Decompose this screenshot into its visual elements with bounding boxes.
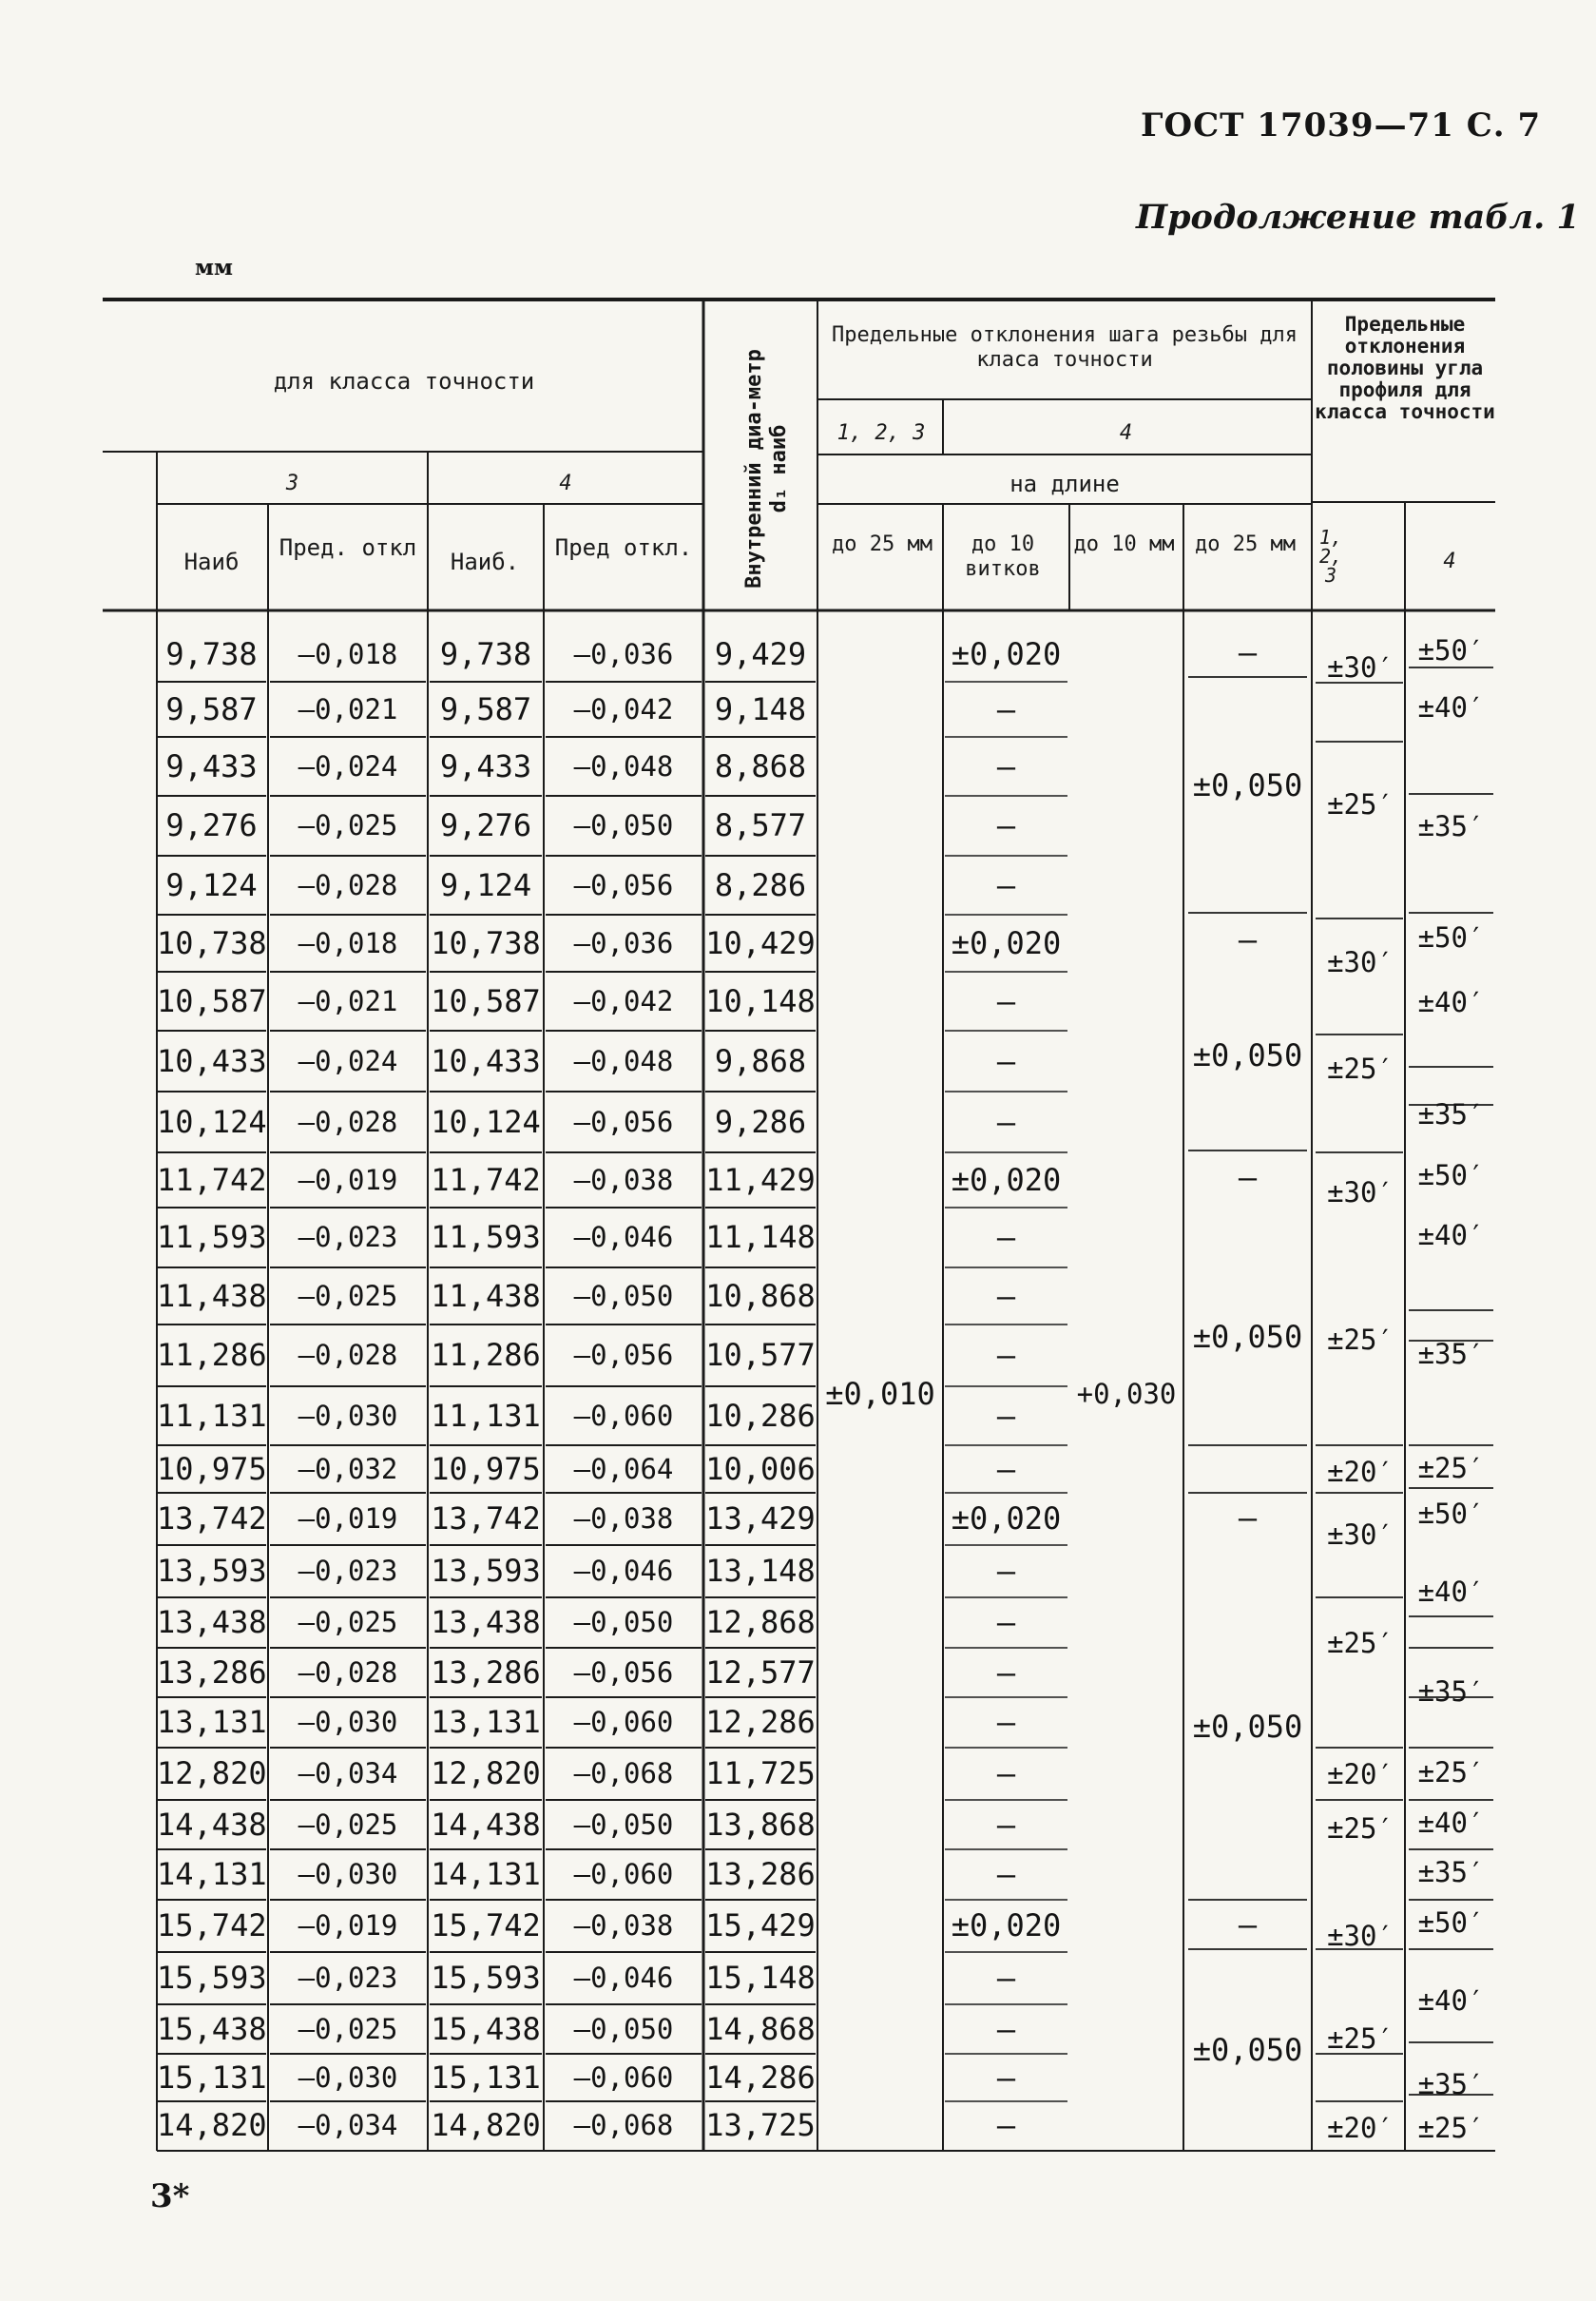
turns-10-cell: ±0,020	[951, 925, 1062, 961]
inner-diameter-cell: 9,148	[714, 691, 807, 727]
turns-10-cell: —	[996, 1856, 1016, 1892]
angle-4-cell: ±50′	[1417, 1906, 1485, 1939]
naib-3-cell: 9,587	[165, 691, 258, 727]
pred-otkl-3-cell: —0,028	[298, 1106, 398, 1138]
inner-diameter-cell: 13,148	[705, 1553, 816, 1589]
angle-123-cell: ±20′	[1327, 1758, 1394, 1790]
angle-123-cell: ±25′	[1327, 788, 1394, 821]
angle-4-cell: ±40′	[1417, 691, 1485, 724]
pred-otkl-3-cell: —0,025	[298, 809, 398, 841]
naib-3-cell: 9,433	[165, 748, 258, 784]
pred-otkl-3-cell: —0,030	[298, 2061, 398, 2094]
inner-diameter-cell: 15,429	[705, 1907, 816, 1943]
header-class-3: 3	[285, 472, 299, 495]
angle-4-cell: ±40′	[1417, 986, 1485, 1018]
pred-otkl-4-cell: —0,038	[573, 1502, 674, 1535]
turns-10-cell: —	[996, 867, 1016, 903]
turns-10-cell: —	[996, 691, 1016, 727]
pred-otkl-3-cell: —0,025	[298, 1280, 398, 1312]
naib-3-cell: 9,738	[165, 636, 258, 672]
len-25-050-cell: ±0,050	[1192, 1319, 1303, 1355]
naib-4-cell: 13,131	[431, 1704, 541, 1740]
page-mark: 3*	[150, 2177, 190, 2215]
naib-4-cell: 14,438	[431, 1807, 541, 1843]
pred-otkl-4-cell: —0,042	[573, 693, 674, 725]
turns-10-cell: ±0,020	[951, 1162, 1062, 1198]
pred-otkl-3-cell: —0,025	[298, 1808, 398, 1841]
len-25-050-cell: ±0,050	[1192, 2032, 1303, 2068]
turns-10-cell: —	[996, 1704, 1016, 1740]
pred-otkl-4-cell: —0,036	[573, 638, 674, 670]
angle-4-cell: ±40′	[1417, 1219, 1485, 1251]
pred-otkl-4-cell: —0,056	[573, 1106, 674, 1138]
turns-10-cell: —	[996, 1104, 1016, 1140]
turns-10-cell: —	[996, 1043, 1016, 1079]
angle-123-cell: ±30′	[1327, 946, 1394, 978]
naib-4-cell: 14,820	[431, 2107, 541, 2143]
pred-otkl-4-cell: —0,050	[573, 2013, 674, 2045]
naib-4-cell: 13,286	[431, 1654, 541, 1691]
inner-diameter-cell: 8,286	[714, 867, 807, 903]
unit-label: мм	[195, 255, 233, 280]
pred-otkl-4-cell: —0,056	[573, 1656, 674, 1689]
inner-diameter-cell: 8,577	[714, 807, 807, 843]
naib-4-cell: 14,131	[431, 1856, 541, 1892]
naib-4-cell: 11,131	[431, 1398, 541, 1434]
pred-otkl-4-cell: —0,050	[573, 1280, 674, 1312]
pred-otkl-3-cell: —0,030	[298, 1400, 398, 1432]
header-inner-diameter: Внутренний диа-метр d₁ наиб	[742, 349, 791, 589]
angle-123-cell: ±25′	[1327, 1627, 1394, 1659]
naib-3-cell: 10,587	[157, 983, 267, 1019]
inner-diameter-cell: 13,286	[705, 1856, 816, 1892]
angle-4-cell: ±35′	[1417, 1856, 1485, 1888]
naib-3-cell: 11,742	[157, 1162, 267, 1198]
pred-otkl-4-cell: —0,060	[573, 2061, 674, 2094]
turns-10-cell: —	[996, 1654, 1016, 1691]
header-pitch-class-4: 4	[1119, 421, 1133, 445]
len-25-050-cell: ±0,050	[1192, 767, 1303, 803]
angle-4-cell: ±35′	[1417, 810, 1485, 842]
naib-3-cell: 15,742	[157, 1907, 267, 1943]
naib-4-cell: 10,124	[431, 1104, 541, 1140]
angle-123-cell: ±25′	[1327, 2022, 1394, 2055]
pred-otkl-3-cell: —0,030	[298, 1706, 398, 1738]
naib-3-cell: 14,820	[157, 2107, 267, 2143]
naib-4-cell: 10,975	[431, 1451, 541, 1487]
header-pred-otkl-3: Пред. откл	[279, 534, 417, 561]
pred-otkl-4-cell: —0,060	[573, 1858, 674, 1890]
turns-10-cell: ±0,020	[951, 636, 1062, 672]
angle-4-cell: ±25′	[1417, 1756, 1485, 1789]
inner-diameter-cell: 10,429	[705, 925, 816, 961]
turns-10-cell: —	[996, 983, 1016, 1019]
table-continuation-title: Продолжение табл. 1	[1136, 198, 1580, 237]
inner-diameter-cell: 11,725	[705, 1755, 816, 1791]
inner-diameter-cell: 13,725	[705, 2107, 816, 2143]
pred-otkl-4-cell: —0,050	[573, 1606, 674, 1638]
angle-4-cell: ±35′	[1417, 1098, 1485, 1131]
naib-3-cell: 11,438	[157, 1278, 267, 1314]
angle-4-cell: ±50′	[1417, 921, 1485, 954]
pred-otkl-4-cell: —0,036	[573, 927, 674, 959]
turns-10-cell: —	[996, 1604, 1016, 1640]
naib-4-cell: 12,820	[431, 1755, 541, 1791]
turns-10-cell: —	[996, 748, 1016, 784]
angle-4-cell: ±35′	[1417, 1675, 1485, 1708]
naib-4-cell: 9,587	[439, 691, 532, 727]
turns-10-cell: —	[996, 1278, 1016, 1314]
angle-4-cell: ±40′	[1417, 1576, 1485, 1608]
header-pred-otkl-4: Пред откл.	[554, 534, 693, 561]
naib-4-cell: 10,433	[431, 1043, 541, 1079]
turns-10-cell: —	[996, 2011, 1016, 2047]
naib-3-cell: 14,438	[157, 1807, 267, 1843]
naib-3-cell: 11,593	[157, 1219, 267, 1255]
pred-otkl-3-cell: —0,019	[298, 1909, 398, 1942]
naib-3-cell: 13,593	[157, 1553, 267, 1589]
naib-4-cell: 9,276	[439, 807, 532, 843]
len-25-dash-cell: —	[1238, 921, 1258, 957]
turns-10-cell: —	[996, 1219, 1016, 1255]
turns-10-cell: —	[996, 1398, 1016, 1434]
turns-10-cell: —	[996, 1807, 1016, 1843]
pred-otkl-3-cell: —0,018	[298, 927, 398, 959]
naib-3-cell: 14,131	[157, 1856, 267, 1892]
header-angle-4: 4	[1443, 550, 1456, 573]
naib-4-cell: 9,433	[439, 748, 532, 784]
document-code: ГОСТ 17039—71 С. 7	[1141, 106, 1542, 145]
header-pitch-deviation: Предельные отклонения шага резьбы для класа точности	[831, 323, 1298, 372]
len-25-050-cell: ±0,050	[1192, 1037, 1303, 1073]
pred-otkl-4-cell: —0,064	[573, 1453, 674, 1485]
inner-diameter-cell: 13,868	[705, 1807, 816, 1843]
pred-otkl-3-cell: —0,028	[298, 869, 398, 901]
angle-123-cell: ±20′	[1327, 2112, 1394, 2144]
inner-diameter-cell: 14,868	[705, 2011, 816, 2047]
pitch-25mm-cell: ±0,010	[825, 1376, 935, 1412]
turns-10-cell: ±0,020	[951, 1500, 1062, 1537]
naib-3-cell: 15,131	[157, 2059, 267, 2096]
turns-10-cell: —	[996, 1553, 1016, 1589]
inner-diameter-cell: 10,868	[705, 1278, 816, 1314]
naib-3-cell: 11,286	[157, 1337, 267, 1373]
pred-otkl-4-cell: —0,050	[573, 1808, 674, 1841]
pred-otkl-4-cell: —0,068	[573, 1757, 674, 1789]
pred-otkl-3-cell: —0,028	[298, 1656, 398, 1689]
pred-otkl-3-cell: —0,023	[298, 1555, 398, 1587]
naib-3-cell: 15,593	[157, 1960, 267, 1996]
angle-123-cell: ±30′	[1327, 1176, 1394, 1209]
len-25-050-cell: ±0,050	[1192, 1709, 1303, 1745]
pred-otkl-3-cell: —0,023	[298, 1962, 398, 1994]
naib-3-cell: 10,975	[157, 1451, 267, 1487]
naib-3-cell: 10,124	[157, 1104, 267, 1140]
naib-3-cell: 13,286	[157, 1654, 267, 1691]
pred-otkl-4-cell: —0,038	[573, 1164, 674, 1196]
header-len-25b: до 25 мм	[1195, 532, 1296, 556]
inner-diameter-cell: 8,868	[714, 748, 807, 784]
turns-10-cell: —	[996, 807, 1016, 843]
naib-4-cell: 11,286	[431, 1337, 541, 1373]
naib-3-cell: 13,438	[157, 1604, 267, 1640]
naib-3-cell: 9,124	[165, 867, 258, 903]
turns-10-cell: ±0,020	[951, 1907, 1062, 1943]
pred-otkl-4-cell: —0,046	[573, 1555, 674, 1587]
pred-otkl-4-cell: —0,056	[573, 869, 674, 901]
pred-otkl-4-cell: —0,068	[573, 2109, 674, 2141]
angle-4-cell: ±40′	[1417, 1984, 1485, 2017]
naib-3-cell: 10,738	[157, 925, 267, 961]
pred-otkl-4-cell: —0,060	[573, 1706, 674, 1738]
angle-4-cell: ±50′	[1417, 634, 1485, 667]
naib-4-cell: 11,438	[431, 1278, 541, 1314]
naib-3-cell: 13,742	[157, 1500, 267, 1537]
inner-diameter-cell: 10,577	[705, 1337, 816, 1373]
turns-10-cell: —	[996, 1451, 1016, 1487]
angle-4-cell: ±25′	[1417, 1452, 1485, 1484]
angle-123-cell: ±30′	[1327, 1920, 1394, 1952]
turns-10-cell: —	[996, 1337, 1016, 1373]
pred-otkl-3-cell: —0,028	[298, 1339, 398, 1371]
naib-3-cell: 9,276	[165, 807, 258, 843]
header-angle-123: 1, 2, 3	[1318, 526, 1343, 587]
angle-4-cell: ±35′	[1417, 2068, 1485, 2100]
naib-3-cell: 10,433	[157, 1043, 267, 1079]
turns-10-cell: —	[996, 2107, 1016, 2143]
naib-4-cell: 9,124	[439, 867, 532, 903]
pred-otkl-3-cell: —0,024	[298, 1045, 398, 1077]
pred-otkl-3-cell: —0,019	[298, 1164, 398, 1196]
header-len-10: до 10 мм	[1073, 532, 1175, 556]
header-accuracy-class: для класса точности	[273, 368, 535, 395]
angle-123-cell: ±30′	[1327, 1518, 1394, 1551]
angle-4-cell: ±50′	[1417, 1159, 1485, 1191]
pred-otkl-3-cell: —0,034	[298, 2109, 398, 2141]
header-class-4: 4	[559, 472, 572, 495]
naib-4-cell: 9,738	[439, 636, 532, 672]
inner-diameter-cell: 9,868	[714, 1043, 807, 1079]
header-len-25: до 25 мм	[832, 532, 933, 556]
naib-4-cell: 13,742	[431, 1500, 541, 1537]
inner-diameter-cell: 12,868	[705, 1604, 816, 1640]
pred-otkl-3-cell: —0,034	[298, 1757, 398, 1789]
pred-otkl-4-cell: —0,046	[573, 1962, 674, 1994]
angle-4-cell: ±25′	[1417, 2112, 1485, 2144]
pred-otkl-3-cell: —0,021	[298, 693, 398, 725]
inner-diameter-cell: 11,148	[705, 1219, 816, 1255]
angle-4-cell: ±40′	[1417, 1807, 1485, 1839]
naib-4-cell: 11,593	[431, 1219, 541, 1255]
header-half-angle-deviation: Предельные отклонения половины угла профиля для класса точности	[1315, 313, 1495, 423]
pred-otkl-3-cell: —0,030	[298, 1858, 398, 1890]
pred-otkl-4-cell: —0,048	[573, 1045, 674, 1077]
len-25-dash-cell: —	[1238, 1159, 1258, 1195]
turns-10-cell: —	[996, 1755, 1016, 1791]
pred-otkl-3-cell: —0,025	[298, 2013, 398, 2045]
inner-diameter-cell: 10,148	[705, 983, 816, 1019]
naib-3-cell: 11,131	[157, 1398, 267, 1434]
naib-4-cell: 15,742	[431, 1907, 541, 1943]
naib-4-cell: 15,593	[431, 1960, 541, 1996]
naib-4-cell: 13,593	[431, 1553, 541, 1589]
inner-diameter-cell: 11,429	[705, 1162, 816, 1198]
pred-otkl-4-cell: —0,042	[573, 985, 674, 1017]
pitch-10mm-cell: +0,030	[1076, 1378, 1177, 1410]
inner-diameter-cell: 12,286	[705, 1704, 816, 1740]
angle-123-cell: ±25′	[1327, 1324, 1394, 1356]
pred-otkl-3-cell: —0,018	[298, 638, 398, 670]
naib-4-cell: 10,738	[431, 925, 541, 961]
angle-123-cell: ±25′	[1327, 1053, 1394, 1085]
pred-otkl-3-cell: —0,024	[298, 750, 398, 783]
angle-123-cell: ±25′	[1327, 1812, 1394, 1845]
len-25-dash-cell: —	[1238, 634, 1258, 670]
inner-diameter-cell: 12,577	[705, 1654, 816, 1691]
pred-otkl-3-cell: —0,023	[298, 1221, 398, 1253]
header-turns-10: до 10 витков	[965, 532, 1041, 581]
pred-otkl-4-cell: —0,046	[573, 1221, 674, 1253]
angle-123-cell: ±30′	[1327, 651, 1394, 684]
header-naib-4: Наиб.	[450, 549, 520, 575]
naib-4-cell: 10,587	[431, 983, 541, 1019]
inner-diameter-cell: 9,429	[714, 636, 807, 672]
naib-4-cell: 11,742	[431, 1162, 541, 1198]
inner-diameter-cell: 14,286	[705, 2059, 816, 2096]
pred-otkl-4-cell: —0,048	[573, 750, 674, 783]
turns-10-cell: —	[996, 1960, 1016, 1996]
inner-diameter-cell: 10,286	[705, 1398, 816, 1434]
naib-3-cell: 13,131	[157, 1704, 267, 1740]
naib-3-cell: 15,438	[157, 2011, 267, 2047]
turns-10-cell: —	[996, 2059, 1016, 2096]
pred-otkl-4-cell: —0,038	[573, 1909, 674, 1942]
header-naib-3: Наиб	[183, 549, 240, 575]
header-on-length: на длине	[1010, 471, 1120, 497]
header-pitch-classes-123: 1, 2, 3	[836, 421, 926, 445]
angle-123-cell: ±20′	[1327, 1456, 1394, 1488]
naib-4-cell: 13,438	[431, 1604, 541, 1640]
angle-4-cell: ±35′	[1417, 1338, 1485, 1370]
pred-otkl-4-cell: —0,050	[573, 809, 674, 841]
pred-otkl-3-cell: —0,021	[298, 985, 398, 1017]
pred-otkl-4-cell: —0,060	[573, 1400, 674, 1432]
len-25-dash-cell: —	[1238, 1499, 1258, 1536]
naib-4-cell: 15,131	[431, 2059, 541, 2096]
pred-otkl-3-cell: —0,032	[298, 1453, 398, 1485]
naib-3-cell: 12,820	[157, 1755, 267, 1791]
inner-diameter-cell: 9,286	[714, 1104, 807, 1140]
angle-4-cell: ±50′	[1417, 1498, 1485, 1530]
inner-diameter-cell: 13,429	[705, 1500, 816, 1537]
inner-diameter-cell: 15,148	[705, 1960, 816, 1996]
naib-4-cell: 15,438	[431, 2011, 541, 2047]
len-25-dash-cell: —	[1238, 1906, 1258, 1943]
pred-otkl-3-cell: —0,019	[298, 1502, 398, 1535]
pred-otkl-3-cell: —0,025	[298, 1606, 398, 1638]
pred-otkl-4-cell: —0,056	[573, 1339, 674, 1371]
inner-diameter-cell: 10,006	[705, 1451, 816, 1487]
